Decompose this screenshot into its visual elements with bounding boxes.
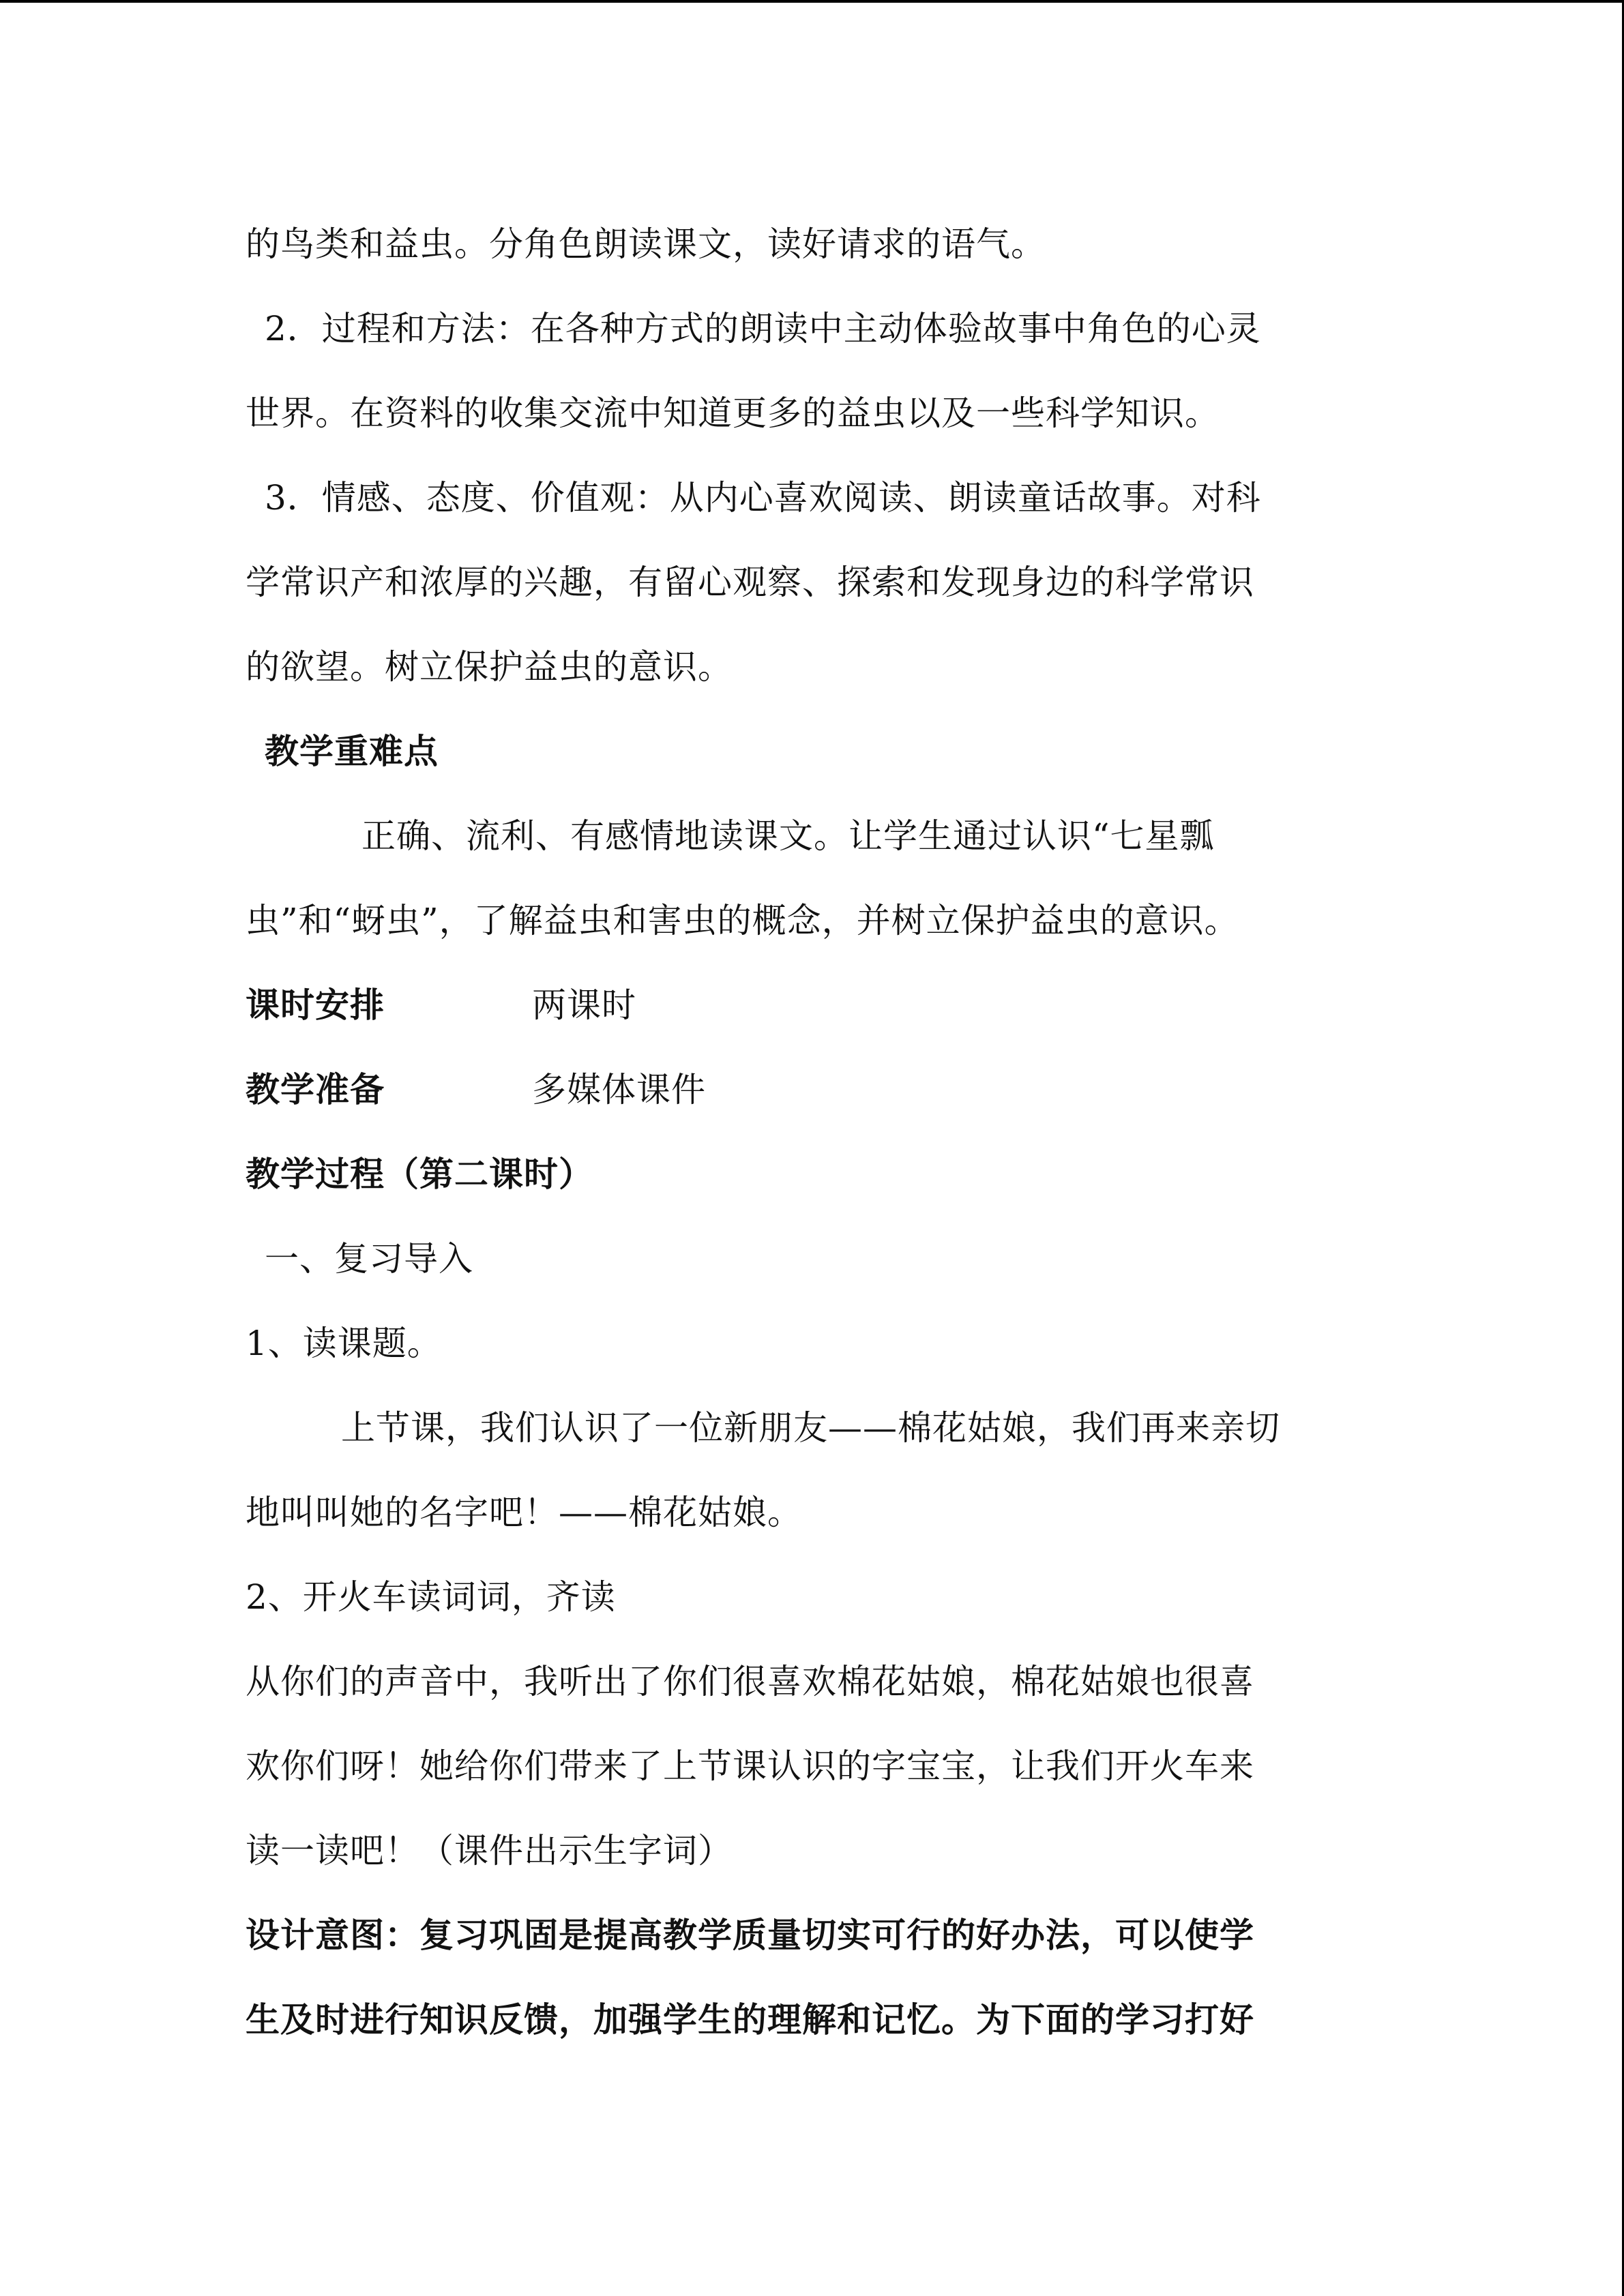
document-page <box>246 202 1391 2062</box>
paragraph-line: 从你们的声音中，我听出了你们很喜欢棉花姑娘，棉花姑娘也很喜 <box>246 1662 1254 1701</box>
paragraph-line: 的欲望。树立保护益虫的意识。 <box>246 647 733 687</box>
paragraph-line: 上节课，我们认识了一位新朋友——棉花姑娘，我们再来亲切 <box>341 1408 1280 1448</box>
step-heading-review: 一、复习导入 <box>265 1239 473 1279</box>
step-read-title: 1、读课题。 <box>246 1324 442 1363</box>
step-train-reading: 2、开火车读词词，齐读 <box>246 1577 616 1617</box>
paragraph-line: 的鸟类和益虫。分角色朗读课文，读好请求的语气。 <box>246 224 1046 264</box>
paragraph-line: 世界。在资料的收集交流中知道更多的益虫以及一些科学知识。 <box>246 393 1220 433</box>
schedule-value: 两课时 <box>532 985 636 1025</box>
paragraph-line: 地叫叫她的名字吧！——棉花姑娘。 <box>246 1493 802 1532</box>
preparation-value: 多媒体课件 <box>532 1070 706 1109</box>
top-border-line <box>0 0 1624 3</box>
paragraph-line: 学常识产和浓厚的兴趣，有留心观察、探索和发现身边的科学常识 <box>246 563 1254 602</box>
schedule-row <box>246 963 1391 1047</box>
design-intent-text: 生及时进行知识反馈，加强学生的理解和记忆。为下面的学习打好 <box>246 1999 1254 2040</box>
paragraph-line: 虫”和“蚜虫”，了解益虫和害虫的概念，并树立保护益虫的意识。 <box>246 901 1239 940</box>
schedule-label: 课时安排 <box>246 985 385 1025</box>
paragraph-line: 欢你们呀！她给你们带来了上节课认识的字宝宝，让我们开火车来 <box>246 1746 1254 1786</box>
preparation-label: 教学准备 <box>246 1069 385 1109</box>
section-heading-key-points: 教学重难点 <box>265 731 439 771</box>
design-intent-text: 设计意图：复习巩固是提高教学质量切实可行的好办法，可以使学 <box>246 1915 1254 1955</box>
objective-process-method: 2．过程和方法：在各种方式的朗读中主动体验故事中角色的心灵 <box>265 309 1261 348</box>
section-heading-process: 教学过程（第二课时） <box>246 1154 593 1194</box>
preparation-row <box>246 1047 1391 1132</box>
paragraph-line: 读一读吧！（课件出示生字词） <box>246 1831 733 1870</box>
key-points-text: 正确、流利、有感情地读课文。让学生通过认识“七星瓢 <box>361 816 1215 856</box>
objective-emotion-attitude: 3．情感、态度、价值观：从内心喜欢阅读、朗读童话故事。对科 <box>265 478 1261 518</box>
